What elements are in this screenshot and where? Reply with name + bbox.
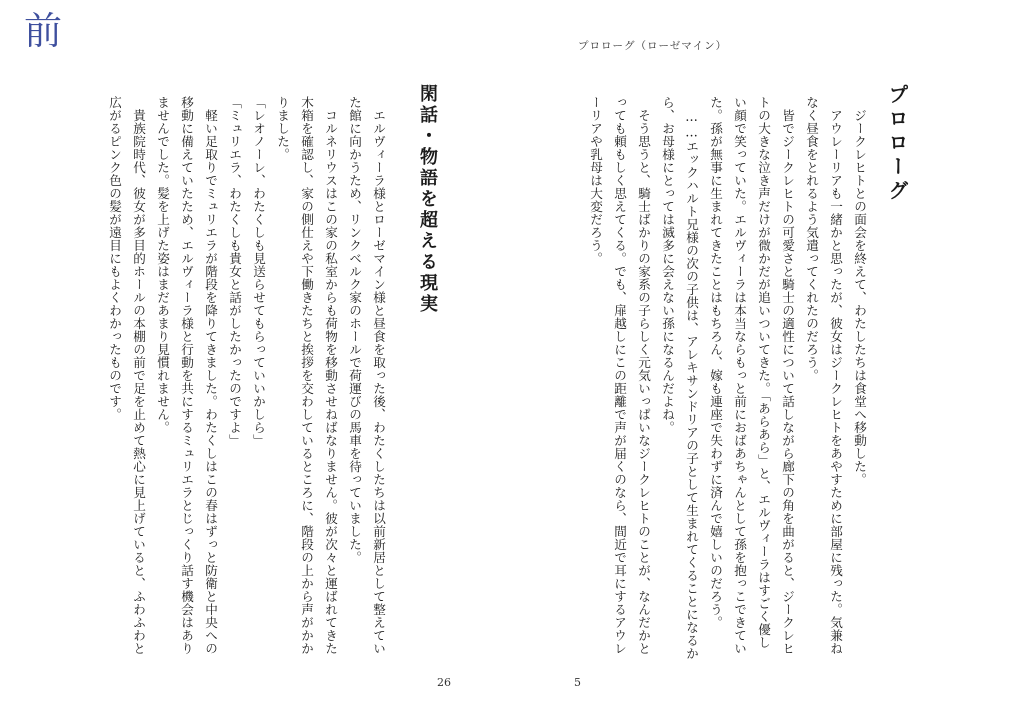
right-line-6: い顔で笑っていた。エルヴィーラは本当ならもっと前におばあちゃんとして孫を抱っこできてい <box>732 96 747 655</box>
running-header: プロローグ（ローゼマイン） <box>578 40 728 52</box>
right-page-title: プロローグ <box>885 84 909 204</box>
right-line-4: 皆でジークレヒトの可愛さと騎士の適性について話しながら廊下の角を曲がると、ジークレヒ <box>780 96 795 655</box>
right-line-7: た。孫が無事に生まれてきたことはもちろん、嫁も連座で失わずに済んで嬉しいのだろう。 <box>708 96 723 629</box>
right-line-10: そう思うと、騎士ばかりの家系の子らしく元気いっぱいなジークレヒトのことが、なんだかと <box>636 96 651 655</box>
left-line-5: りました。 <box>275 96 290 161</box>
left-line-11: 貴族院時代、彼女が多目的ホールの本棚の前で足を止めて熱心に見上げていると、ふわふわと <box>131 96 146 655</box>
right-line-9: ら、お母様にとっては滅多に会えない孫になるんだよね。 <box>660 96 675 434</box>
left-line-10: ませんでした。髪を上げた姿はまだあまり見慣れません。 <box>155 96 170 434</box>
right-line-12: ーリアや乳母は大変だろう。 <box>588 96 603 265</box>
right-line-3: なく昼食をとれるよう気遣ってくれたのだろう。 <box>804 96 819 382</box>
right-line-2: アウレーリアも一緒かと思ったが、彼女はジークレヒトをあやすために部屋に残った。気兼ね <box>828 96 843 655</box>
left-line-1: エルヴィーラ様とローゼマイン様と昼食を取った後、わたくしたちは以前新居として整えてい <box>371 96 386 655</box>
left-line-12: 広がるピンク色の髪が遠目にもよくわかったものです。 <box>107 96 122 421</box>
right-line-1: ジークレヒトとの面会を終えて、わたしたちは食堂へ移動した。 <box>852 96 867 486</box>
right-line-8: ……エックハルト兄様の次の子供は、アレキサンドリアの子として生まれてくることになるか <box>684 96 699 660</box>
left-line-7: 「ミュリエラ、わたくしも貴女と話がしたかったのですよ」 <box>227 96 242 447</box>
left-line-3: コルネリウスはこの家の私室からも荷物を移動させねばなりません。彼が次々と運ばれてきた <box>323 96 338 655</box>
right-line-11: っても頼もしく思えてくる。でも、扉越しにこの距離で声が届くのなら、間近で耳にするアウレ <box>612 96 627 655</box>
page-number-left: 26 <box>437 676 451 689</box>
left-line-8: 軽い足取りでミュリエラが階段を降りてきました。わたくしはこの春はずっと防衛と中央への <box>203 96 218 655</box>
chapter-badge-icon: 前 <box>24 9 63 53</box>
left-line-6: 「レオノーレ、わたくしも見送らせてもらっていいかしら」 <box>251 96 266 447</box>
page-number-right: 5 <box>574 676 581 689</box>
right-line-5: トの大きな泣き声だけが微かだが追いついてきた。「あらあら」と、エルヴィーラはすごく優し <box>756 96 771 649</box>
left-line-4: 木箱を確認し、家の側仕えや下働きたちと挨拶を交わしているところに、階段の上から声がかか <box>299 96 314 655</box>
left-line-9: 移動に備えていたため、エルヴィーラ様と行動を共にするミュリエラとじっくり話す機会はあり <box>179 96 194 655</box>
left-page-title: 閑話・物語を超える現実 <box>417 84 438 315</box>
left-line-2: た館に向かうため、リンクベルク家のホールで荷運びの馬車を待っていました。 <box>347 96 362 564</box>
